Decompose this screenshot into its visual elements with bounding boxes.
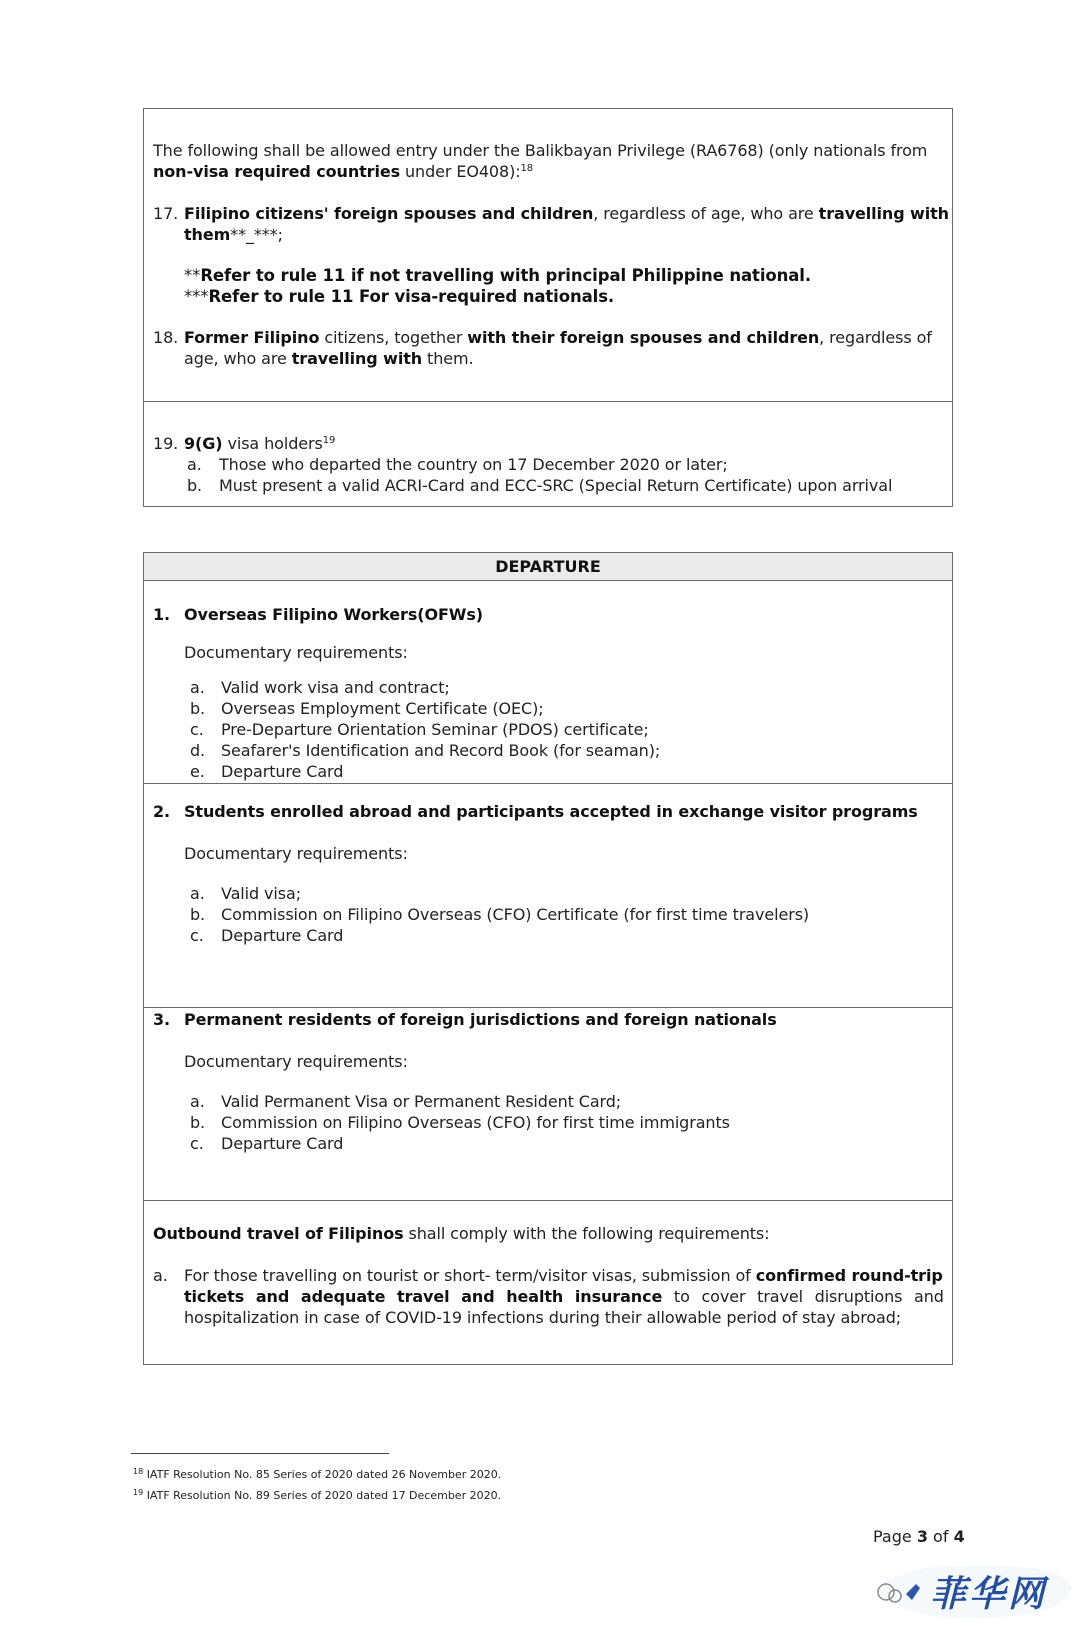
- s1-title-text: Overseas Filipino Workers(OFWs): [184, 605, 483, 624]
- w-tickets: tickets: [184, 1287, 245, 1306]
- s1-item-text: Overseas Employment Certificate (OEC);: [221, 699, 544, 718]
- s2-doc-req: Documentary requirements:: [184, 844, 408, 863]
- w-and2: and: [461, 1287, 495, 1306]
- s1-item-text: Departure Card: [221, 762, 344, 781]
- departure-header: DEPARTURE: [144, 553, 952, 581]
- page-of: of: [927, 1527, 954, 1546]
- item-19-a-letter: a.: [187, 455, 202, 474]
- item-18-pre: age, who are: [184, 349, 292, 368]
- s3-item-letter: c.: [190, 1134, 204, 1153]
- s3-item-text: Valid Permanent Visa or Permanent Resident Card;: [221, 1092, 622, 1111]
- outbound-intro: [153, 1223, 769, 1244]
- s1-title: [184, 604, 483, 625]
- outbound-a-letter: a.: [153, 1266, 168, 1285]
- footnote-18: [133, 1468, 501, 1481]
- s1-doc-req: Documentary requirements:: [184, 643, 408, 662]
- item-17-bold: Filipino citizens' foreign spouses and children: [184, 204, 594, 223]
- w-health: health: [506, 1287, 564, 1306]
- divider: [144, 1007, 952, 1008]
- s3-title-text: Permanent residents of foreign jurisdictions and foreign nationals: [184, 1010, 777, 1029]
- s2-item-text: Valid visa;: [221, 884, 301, 903]
- item-17-num: 17.: [153, 204, 179, 223]
- divider: [144, 1200, 952, 1201]
- footnote-19: [133, 1489, 501, 1502]
- page-current: 3: [916, 1527, 928, 1546]
- w-to: to: [673, 1287, 690, 1306]
- s3-num-text: 3.: [153, 1010, 171, 1029]
- footnote-18-num: 18: [133, 1467, 144, 1476]
- w-and3: and: [914, 1287, 944, 1306]
- item-19-b-letter: b.: [187, 476, 203, 495]
- s2-item-letter: a.: [190, 884, 205, 903]
- balikbayan-section: [143, 108, 953, 507]
- footnote-ref-18: 18: [520, 163, 534, 174]
- item-19-line: [184, 433, 335, 454]
- s1-item-text: Seafarer's Identification and Record Book (for seaman);: [221, 741, 661, 760]
- s1-num-text: 1.: [153, 605, 171, 624]
- s2-item-letter: c.: [190, 926, 204, 945]
- item-18-line-1: [184, 327, 932, 348]
- item-18-bold1: Former Filipino: [184, 328, 320, 347]
- s2-item-text: Commission on Filipino Overseas (CFO) Certificate (for first time travelers): [221, 905, 810, 924]
- s2-title-text: Students enrolled abroad and participants accepted in exchange visitor programs: [184, 802, 918, 821]
- footnote-19-text: IATF Resolution No. 89 Series of 2020 dated 17 December 2020.: [146, 1489, 502, 1502]
- w-cover: cover: [701, 1287, 746, 1306]
- item-19-text: visa holders: [222, 434, 323, 453]
- w-disruptions: disruptions: [814, 1287, 903, 1306]
- note-1-stars: **: [184, 266, 201, 285]
- w-adequate: adequate: [300, 1287, 386, 1306]
- s1-item-text: Pre-Departure Orientation Seminar (PDOS) certificate;: [221, 720, 649, 739]
- item-19-bold: 9(G): [184, 434, 223, 453]
- item-18-bold2: with their foreign spouses and children: [467, 328, 820, 347]
- page-prefix: Page: [873, 1527, 917, 1546]
- note-rule-11-travelling: [184, 265, 811, 286]
- s2-num-text: 2.: [153, 802, 171, 821]
- note-rule-11-visa: [184, 286, 614, 307]
- footnote-18-text: IATF Resolution No. 85 Series of 2020 dated 26 November 2020.: [146, 1468, 502, 1481]
- outbound-a-line-2: [184, 1286, 944, 1307]
- outbound-rest: shall comply with the following requirements:: [403, 1224, 770, 1243]
- footnote-separator: [131, 1453, 389, 1454]
- note-2-text: Refer to rule 11 For visa-required nationals.: [208, 287, 615, 306]
- item-19-a-text: Those who departed the country on 17 December 2020 or later;: [219, 455, 728, 474]
- footnote-19-num: 19: [133, 1488, 144, 1497]
- intro-post: under EO408):: [400, 162, 521, 181]
- s2-item-text: Departure Card: [221, 926, 344, 945]
- item-19-num: 19.: [153, 434, 179, 453]
- item-18-bold3: travelling with: [291, 349, 423, 368]
- s3-doc-req: Documentary requirements:: [184, 1052, 408, 1071]
- page-number: [873, 1527, 965, 1546]
- item-17-bold2: travelling with: [818, 204, 949, 223]
- item-18-line-2: [184, 348, 473, 369]
- item-19-b-text: Must present a valid ACRI-Card and ECC-SRC (Special Return Certificate) upon arrival: [219, 476, 893, 495]
- item-18-mid2: , regardless of: [819, 328, 932, 347]
- outbound-a-line-1: [184, 1265, 943, 1286]
- w-and: and: [255, 1287, 290, 1306]
- item-18-mid1: citizens, together: [319, 328, 468, 347]
- intro-line-2: [153, 161, 533, 182]
- item-17-line-1: [184, 203, 949, 224]
- s1-item-letter: a.: [190, 678, 205, 697]
- footnote-ref-19: 19: [322, 435, 336, 446]
- divider: [144, 401, 952, 402]
- intro-line-1: [153, 140, 927, 161]
- w-travel: travel: [397, 1287, 450, 1306]
- s1-item-letter: d.: [190, 741, 206, 760]
- item-18-num: 18.: [153, 328, 179, 347]
- w-travel2: travel: [757, 1287, 803, 1306]
- item-17-line-2: [184, 224, 283, 245]
- s3-item-letter: b.: [190, 1113, 206, 1132]
- s1-item-letter: e.: [190, 762, 205, 781]
- s3-title: [184, 1009, 777, 1030]
- watermark-text: 菲华网: [930, 1574, 1048, 1615]
- outbound-bold: Outbound travel of Filipinos: [153, 1224, 404, 1243]
- s3-num: [153, 1009, 170, 1030]
- s1-item-letter: b.: [190, 699, 206, 718]
- w-insurance: insurance: [574, 1287, 663, 1306]
- s3-item-letter: a.: [190, 1092, 205, 1111]
- item-18-post: them.: [422, 349, 474, 368]
- divider: [144, 783, 952, 784]
- note-1-text: Refer to rule 11 if not travelling with principal Philippine national.: [200, 266, 812, 285]
- s1-item-text: Valid work visa and contract;: [221, 678, 450, 697]
- watermark-logo: [868, 1556, 1076, 1626]
- intro-bold: non-visa required countries: [153, 162, 401, 181]
- s2-item-letter: b.: [190, 905, 206, 924]
- item-17-mid: , regardless of age, who are: [593, 204, 819, 223]
- item-17-them: them: [184, 225, 231, 244]
- s2-num: [153, 801, 170, 822]
- item-17-stars: **_***;: [230, 225, 283, 244]
- note-2-stars: ***: [184, 287, 209, 306]
- outbound-a-pre: For those travelling on tourist or short- term/visitor visas, submission of: [184, 1266, 756, 1285]
- s1-num: [153, 604, 170, 625]
- outbound-a-line-3: hospitalization in case of COVID-19 infections during their allowable period of stay abroad;: [184, 1308, 902, 1327]
- s1-item-letter: c.: [190, 720, 204, 739]
- page-total: 4: [953, 1527, 965, 1546]
- s3-item-text: Departure Card: [221, 1134, 344, 1153]
- s2-title: [184, 801, 918, 822]
- departure-section: [143, 552, 953, 1365]
- intro-text: The following shall be allowed entry under the Balikbayan Privilege (RA6768) (only nationals from: [153, 141, 928, 160]
- s3-item-text: Commission on Filipino Overseas (CFO) for first time immigrants: [221, 1113, 730, 1132]
- outbound-a-bold: confirmed round-trip: [755, 1266, 943, 1285]
